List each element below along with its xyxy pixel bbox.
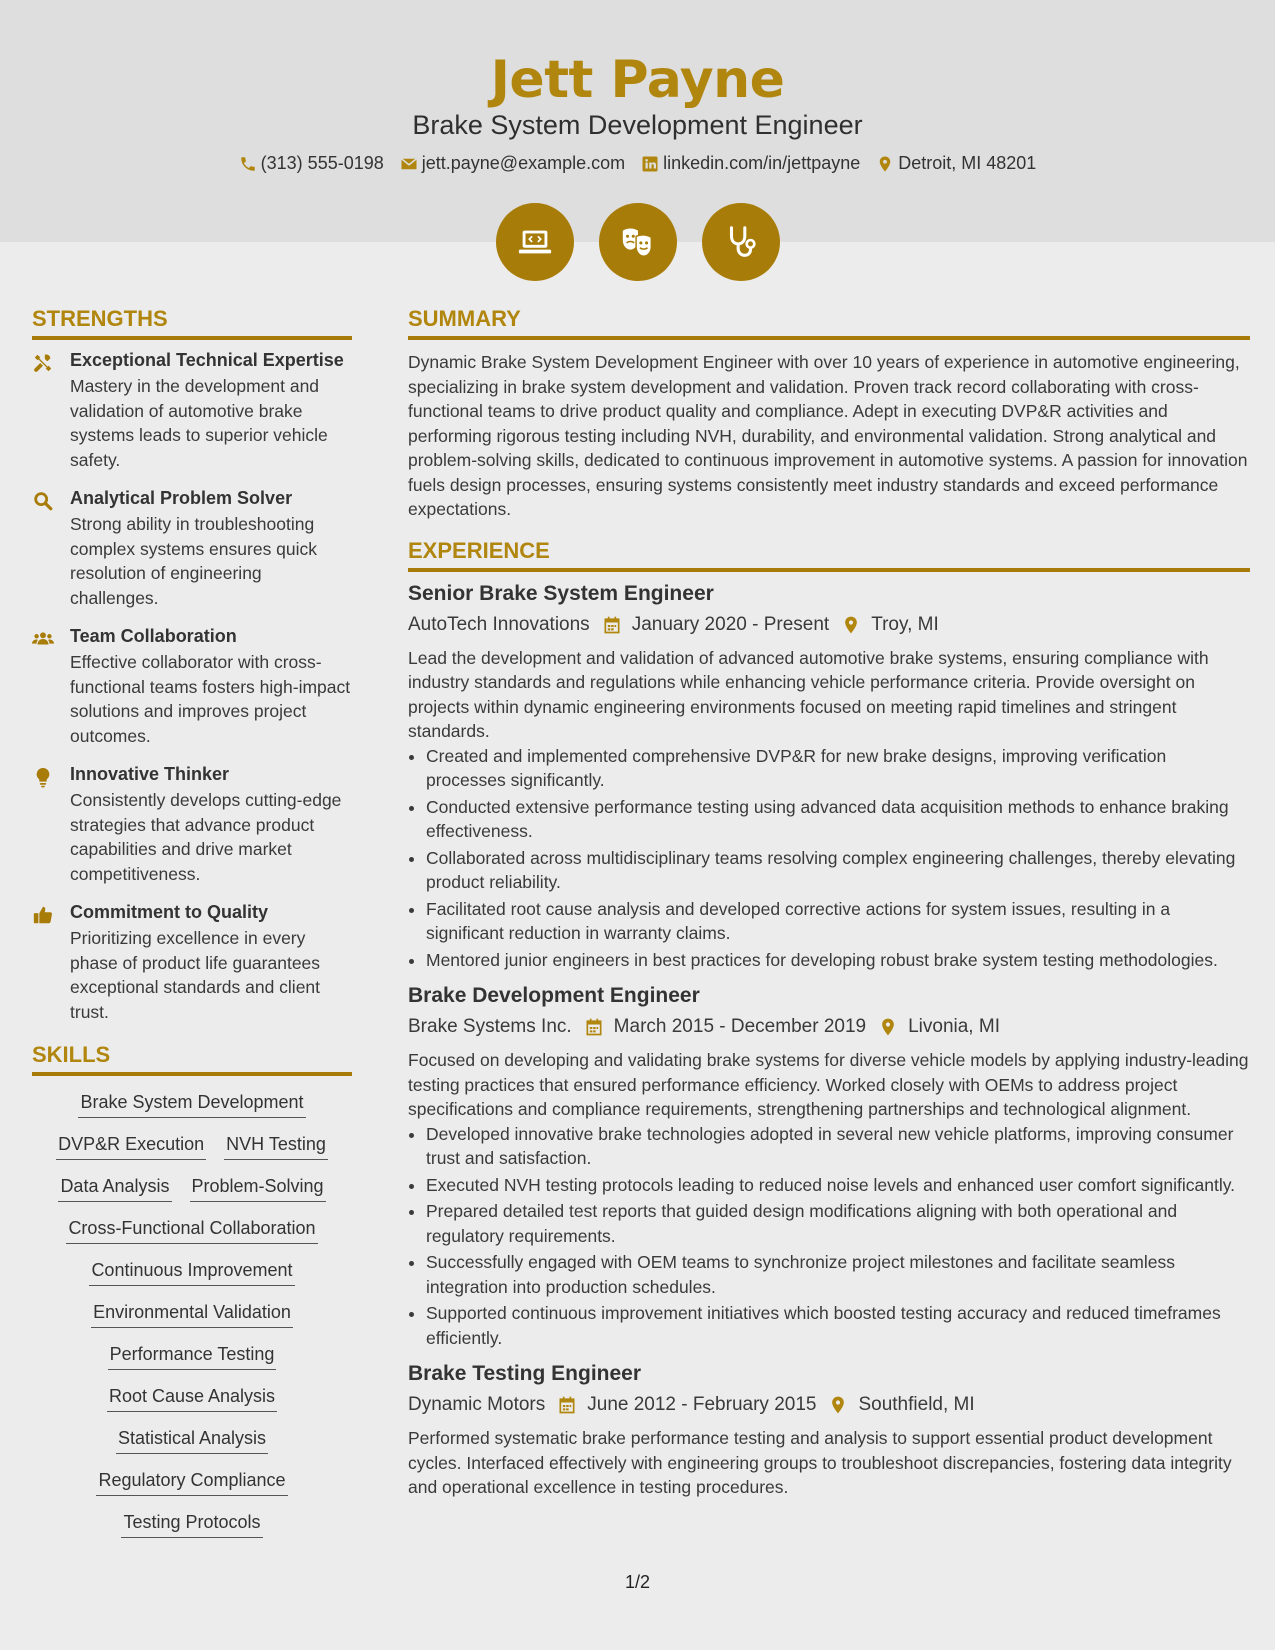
job-dates: June 2012 - February 2015 bbox=[587, 1394, 817, 1415]
job-bullet: • Developed innovative brake technologies adopted in several new vehicle platforms, improving consumer trust and satisfaction. bbox=[426, 1122, 1250, 1171]
skill-tag: Regulatory Compliance bbox=[96, 1470, 287, 1496]
summary-heading: SUMMARY bbox=[408, 306, 1250, 340]
theater-masks-badge bbox=[599, 203, 677, 281]
strength-title: Analytical Problem Solver bbox=[70, 488, 293, 508]
tools-icon bbox=[32, 352, 54, 374]
contact-email[interactable] bbox=[400, 153, 625, 174]
summary-text: Dynamic Brake System Development Engineer with over 10 years of experience in automotive engineering, specializing in brake system development and validation. Proven track record collaborating with cross-functional teams to drive product quality and compliance. Adept in executing DVP&R activities and performing rigorous testing including NVH, durability, and environmental validation. Strong analytical and problem-solving skills, dedicated to continuous improvement in automotive systems. A passion for innovation fuels design processes, ensuring systems consistently meet industry standards and exceed performance expectations. bbox=[408, 352, 1248, 519]
strength-desc: Strong ability in troubleshooting complex systems ensures quick resolution of engineering challenges. bbox=[70, 514, 318, 608]
laptop-code-badge bbox=[496, 203, 574, 281]
contact-phone bbox=[239, 153, 384, 174]
map-pin-icon bbox=[876, 155, 894, 173]
strength-item bbox=[32, 350, 352, 472]
job-bullet: • Prepared detailed test reports that guided design modifications aligning with both operational and regulatory requirements. bbox=[426, 1199, 1250, 1248]
map-pin-icon bbox=[828, 1395, 848, 1415]
linkedin-text[interactable]: linkedin.com/in/jettpayne bbox=[663, 153, 861, 173]
job-entry bbox=[408, 582, 1250, 973]
job-company: AutoTech Innovations bbox=[408, 613, 590, 635]
strengths-heading: STRENGTHS bbox=[32, 306, 352, 340]
strength-desc: Effective collaborator with cross-functional teams fosters high-impact solutions and improves project outcomes. bbox=[70, 652, 351, 746]
skill-tag: NVH Testing bbox=[224, 1134, 328, 1160]
phone-text: (313) 555-0198 bbox=[260, 153, 384, 173]
skill-tag: Environmental Validation bbox=[91, 1302, 293, 1328]
skill-tag: Problem-Solving bbox=[190, 1176, 326, 1202]
page-number: 1/2 bbox=[624, 1572, 651, 1592]
stethoscope-icon bbox=[722, 223, 760, 261]
job-description: Performed systematic brake performance testing and analysis to support essential product development cycles. Interfaced effectively with engineering groups to troubleshoot discrepancies, fostering data integrity and operational excellence in testing procedures. bbox=[408, 1428, 1232, 1497]
strength-title: Commitment to Quality bbox=[70, 902, 269, 922]
lightbulb-icon bbox=[32, 766, 54, 788]
location-text: Detroit, MI 48201 bbox=[898, 153, 1037, 173]
job-company: Dynamic Motors bbox=[408, 1394, 546, 1415]
experience-heading: EXPERIENCE bbox=[408, 538, 1250, 572]
contact-linkedin[interactable] bbox=[641, 153, 860, 174]
skill-tag: Statistical Analysis bbox=[116, 1428, 268, 1454]
skill-tag: Root Cause Analysis bbox=[107, 1386, 277, 1412]
job-title: Brake Development Engineer bbox=[408, 984, 700, 1007]
strength-desc: Mastery in the development and validation of automotive brake systems leads to superior vehicle safety. bbox=[70, 376, 328, 470]
strength-item bbox=[32, 488, 352, 610]
contact-location bbox=[876, 153, 1036, 174]
linkedin-icon bbox=[641, 155, 659, 173]
theater-masks-icon bbox=[619, 223, 657, 261]
job-location: Southfield, MI bbox=[858, 1394, 975, 1415]
skills-list bbox=[32, 1086, 352, 1538]
job-company: Brake Systems Inc. bbox=[408, 1016, 572, 1037]
left-column bbox=[32, 306, 352, 1538]
job-bullet: • Created and implemented comprehensive DVP&R for new brake designs, improving verification processes significantly. bbox=[426, 744, 1250, 793]
job-meta bbox=[408, 614, 1250, 636]
candidate-title: Brake System Development Engineer bbox=[412, 110, 863, 140]
job-bullets bbox=[426, 1122, 1250, 1351]
strength-title: Team Collaboration bbox=[70, 626, 237, 646]
job-entry bbox=[408, 1362, 1250, 1500]
job-description: Lead the development and validation of advanced automotive brake systems, ensuring compliance with industry standards and regulations while enhancing vehicle performance criteria. Provide oversight on projects within dynamic engineering environments focused on meeting rapid timelines and stringent standards. bbox=[408, 647, 1209, 741]
job-meta bbox=[408, 1394, 1250, 1416]
job-location: Troy, MI bbox=[871, 613, 939, 635]
candidate-name: Jett Payne bbox=[490, 50, 785, 110]
search-icon bbox=[32, 490, 54, 512]
strengths-list bbox=[32, 350, 352, 1024]
job-bullet: • Executed NVH testing protocols leading to reduced noise levels and enhanced user comfort significantly. bbox=[426, 1173, 1250, 1198]
calendar-icon bbox=[584, 1017, 604, 1037]
strength-item bbox=[32, 626, 352, 748]
right-column bbox=[408, 306, 1250, 1512]
email-text[interactable]: jett.payne@example.com bbox=[421, 153, 626, 173]
interest-badges bbox=[0, 203, 1275, 281]
calendar-icon bbox=[557, 1395, 577, 1415]
strength-title: Exceptional Technical Expertise bbox=[70, 350, 344, 370]
job-bullet: • Supported continuous improvement initiatives which boosted testing accuracy and reduced timeframes efficiently. bbox=[426, 1301, 1250, 1350]
skills-heading: SKILLS bbox=[32, 1042, 352, 1076]
job-title: Senior Brake System Engineer bbox=[408, 581, 714, 605]
job-bullet: • Successfully engaged with OEM teams to synchronize project milestones and facilitate seamless integration into production schedules. bbox=[426, 1250, 1250, 1299]
thumbs-up-icon bbox=[32, 904, 54, 926]
job-bullet: • Mentored junior engineers in best practices for developing robust brake system testing methodologies. bbox=[426, 948, 1250, 973]
laptop-code-icon bbox=[516, 223, 554, 261]
skill-tag: Continuous Improvement bbox=[89, 1260, 294, 1286]
strength-item bbox=[32, 902, 352, 1024]
calendar-icon bbox=[602, 615, 622, 635]
skill-tag: Cross-Functional Collaboration bbox=[66, 1218, 317, 1244]
map-pin-icon bbox=[878, 1017, 898, 1037]
job-dates: January 2020 - Present bbox=[631, 613, 830, 635]
contact-bar bbox=[0, 153, 1275, 174]
strength-item bbox=[32, 764, 352, 886]
map-pin-icon bbox=[841, 615, 861, 635]
job-bullet: • Collaborated across multidisciplinary teams resolving complex engineering challenges, thereby elevating product reliability. bbox=[426, 846, 1250, 895]
stethoscope-badge bbox=[702, 203, 780, 281]
skill-tag: Performance Testing bbox=[108, 1344, 277, 1370]
job-bullet: • Conducted extensive performance testing using advanced data acquisition methods to enhance braking effectiveness. bbox=[426, 795, 1250, 844]
job-description: Focused on developing and validating brake systems for diverse vehicle models by applying industry-leading testing practices that ensured performance efficiency. Worked closely with OEMs to address project specifications and compliance requirements, strengthening partnerships and technological alignment. bbox=[408, 1050, 1249, 1119]
skill-tag: Data Analysis bbox=[58, 1176, 171, 1202]
job-meta bbox=[408, 1016, 1250, 1038]
skill-tag: DVP&R Execution bbox=[56, 1134, 206, 1160]
job-entry bbox=[408, 984, 1250, 1350]
strength-desc: Consistently develops cutting-edge strategies that advance product capabilities and drive market competitiveness. bbox=[70, 790, 342, 884]
skill-tag: Brake System Development bbox=[78, 1092, 305, 1118]
phone-icon bbox=[239, 155, 257, 173]
job-bullet: • Facilitated root cause analysis and developed corrective actions for system issues, resulting in a significant reduction in warranty claims. bbox=[426, 897, 1250, 946]
job-title: Brake Testing Engineer bbox=[408, 1362, 642, 1385]
job-location: Livonia, MI bbox=[908, 1016, 1000, 1037]
envelope-icon bbox=[400, 155, 418, 173]
job-bullets bbox=[426, 744, 1250, 973]
job-dates: March 2015 - December 2019 bbox=[613, 1016, 867, 1037]
strength-title: Innovative Thinker bbox=[70, 764, 230, 784]
skill-tag: Testing Protocols bbox=[121, 1512, 262, 1538]
strength-desc: Prioritizing excellence in every phase of product life guarantees exceptional standards and client trust. bbox=[70, 928, 321, 1022]
users-icon bbox=[32, 628, 54, 650]
